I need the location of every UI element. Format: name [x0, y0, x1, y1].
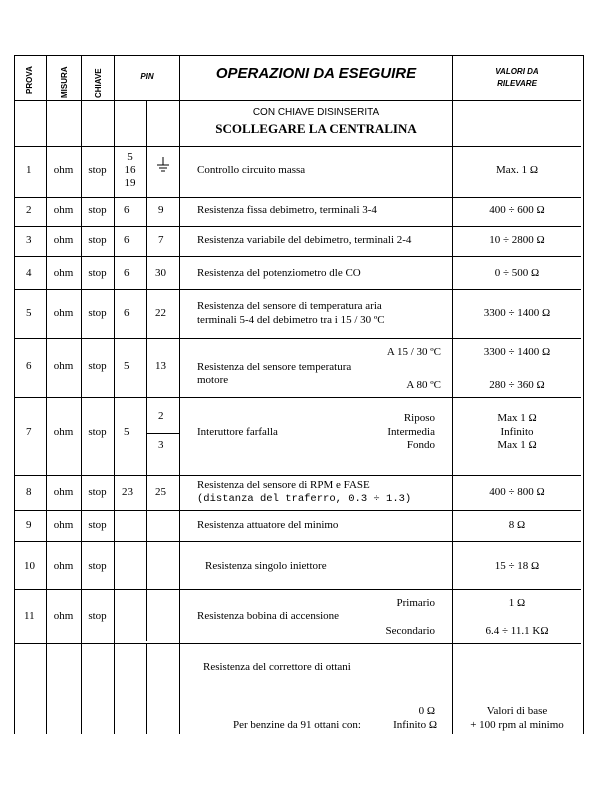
pin1-cell: 5: [124, 360, 130, 372]
misura-cell: ohm: [53, 267, 74, 279]
pin1-cell: 6: [124, 307, 130, 319]
value-cell: 400 ÷ 800 Ω: [489, 486, 545, 498]
misura-cell: ohm: [53, 426, 74, 438]
operation-cell: Resistenza variabile del debimetro, terminali 2-4: [197, 234, 412, 246]
value-cell-2: 6.4 ÷ 11.1 KΩ: [485, 625, 549, 637]
condition-3: Fondo: [406, 439, 435, 451]
chiave-cell: stop: [88, 307, 107, 319]
condition-1: Riposo: [403, 412, 435, 424]
operation-cell: Resistenza del correttore di ottani: [203, 661, 351, 673]
operation-cell: Resistenza fissa debimetro, terminali 3-4: [197, 204, 377, 216]
misura-cell: ohm: [53, 307, 74, 319]
misura-cell: ohm: [53, 486, 74, 498]
value-cell: Max. 1 Ω: [495, 164, 539, 176]
pin1-cell: 19: [124, 177, 136, 189]
condition-2: A 80 ºC: [406, 379, 441, 391]
pin1-cell: 6: [124, 234, 130, 246]
prova-cell: 11: [24, 610, 35, 622]
note-cell: Per benzine da 91 ottani con:: [233, 719, 361, 731]
value-cell: 0 ÷ 500 Ω: [494, 267, 540, 279]
header-prova: PROVA: [25, 66, 34, 94]
value-cell-2: 280 ÷ 360 Ω: [489, 379, 545, 391]
misura-cell: ohm: [53, 560, 74, 572]
operation-cell: Resistenza del potenziometro dle CO: [197, 267, 361, 279]
header-misura: MISURA: [60, 66, 69, 98]
operation-line2: terminali 5-4 del debimetro tra i 15 / 30 ºC: [197, 314, 385, 326]
prova-cell: 3: [26, 234, 32, 246]
pin1-cell: 5: [124, 426, 130, 438]
operation-line1: Resistenza del sensore di RPM e FASE: [197, 479, 370, 491]
value-cell: 3300 ÷ 1400 Ω: [483, 307, 551, 319]
value-cell-1: Valori di base: [486, 705, 548, 717]
pin2-cell: 22: [155, 307, 166, 319]
condition-2: Secondario: [385, 625, 435, 637]
value-cell: 10 ÷ 2800 Ω: [489, 234, 545, 246]
pin1-cell: 6: [124, 204, 130, 216]
value-cell-1: 3300 ÷ 1400 Ω: [483, 346, 551, 358]
value-cell-2: + 100 rpm al minimo: [470, 719, 564, 731]
value-cell: 15 ÷ 18 Ω: [494, 560, 540, 572]
value-cell: 8 Ω: [508, 519, 526, 531]
section-line1: CON CHIAVE DISINSERITA: [252, 107, 380, 118]
value-cell-2: Infinito: [500, 426, 534, 438]
prova-cell: 1: [26, 164, 32, 176]
chiave-cell: stop: [88, 360, 107, 372]
operation-cell: Controllo circuito massa: [197, 164, 306, 176]
pin2-cell: 25: [155, 486, 166, 498]
test-table: [14, 55, 584, 734]
value-cell-3: Max 1 Ω: [497, 439, 537, 451]
value-cell: 400 ÷ 600 Ω: [489, 204, 545, 216]
misura-cell: ohm: [53, 164, 74, 176]
chiave-cell: stop: [88, 426, 107, 438]
pin1-cell: 16: [124, 164, 136, 176]
operation-cell: Resistenza bobina di accensione: [197, 610, 340, 622]
prova-cell: 5: [26, 307, 32, 319]
operation-line1: Resistenza del sensore di temperatura aria: [197, 300, 382, 312]
header-operazioni: OPERAZIONI DA ESEGUIRE: [215, 65, 417, 82]
chiave-cell: stop: [88, 234, 107, 246]
misura-cell: ohm: [53, 360, 74, 372]
chiave-cell: stop: [88, 486, 107, 498]
prova-cell: 2: [26, 204, 32, 216]
operation-cell: Resistenza attuatore del minimo: [197, 519, 339, 531]
prova-cell: 10: [24, 560, 35, 572]
misura-cell: ohm: [53, 234, 74, 246]
condition-1: A 15 / 30 ºC: [386, 346, 441, 358]
pin2-cell: 2: [158, 410, 164, 422]
misura-cell: ohm: [53, 610, 74, 622]
operation-cell: Resistenza singolo iniettore: [205, 560, 327, 572]
condition-2: Intermedia: [387, 426, 435, 438]
prova-cell: 7: [26, 426, 32, 438]
operation-line2: (distanza del traferro, 0.3 ÷ 1.3): [197, 493, 412, 505]
ground-icon: [155, 157, 171, 175]
condition-1: 0 Ω: [418, 705, 435, 717]
pin2-cell: 30: [155, 267, 166, 279]
condition-1: Primario: [396, 597, 435, 609]
chiave-cell: stop: [88, 267, 107, 279]
prova-cell: 9: [26, 519, 32, 531]
misura-cell: ohm: [53, 204, 74, 216]
prova-cell: 8: [26, 486, 32, 498]
chiave-cell: stop: [88, 610, 107, 622]
value-cell-1: 1 Ω: [508, 597, 526, 609]
header-pin: PIN: [140, 72, 154, 81]
operation-line1: Resistenza del sensore temperatura: [197, 361, 352, 373]
chiave-cell: stop: [88, 164, 107, 176]
misura-cell: ohm: [53, 519, 74, 531]
pin2-cell: 3: [158, 439, 164, 451]
pin2-cell: 9: [158, 204, 164, 216]
pin2-cell: 7: [158, 234, 164, 246]
prova-cell: 4: [26, 267, 32, 279]
header-chiave: CHIAVE: [94, 68, 103, 98]
operation-line2: motore: [197, 374, 229, 386]
header-valori-line1: VALORI DA: [495, 67, 539, 76]
condition-2: Infinito Ω: [393, 719, 437, 731]
value-cell-1: Max 1 Ω: [497, 412, 537, 424]
chiave-cell: stop: [88, 204, 107, 216]
chiave-cell: stop: [88, 519, 107, 531]
pin2-cell: 13: [155, 360, 166, 372]
prova-cell: 6: [26, 360, 32, 372]
pin1-cell: 6: [124, 267, 130, 279]
operation-cell: Interuttore farfalla: [197, 426, 278, 438]
section-line2: SCOLLEGARE LA CENTRALINA: [215, 121, 417, 136]
pin1-cell: 5: [127, 151, 133, 163]
pin1-cell: 23: [122, 486, 133, 498]
chiave-cell: stop: [88, 560, 107, 572]
header-valori-line2: RILEVARE: [497, 79, 537, 88]
